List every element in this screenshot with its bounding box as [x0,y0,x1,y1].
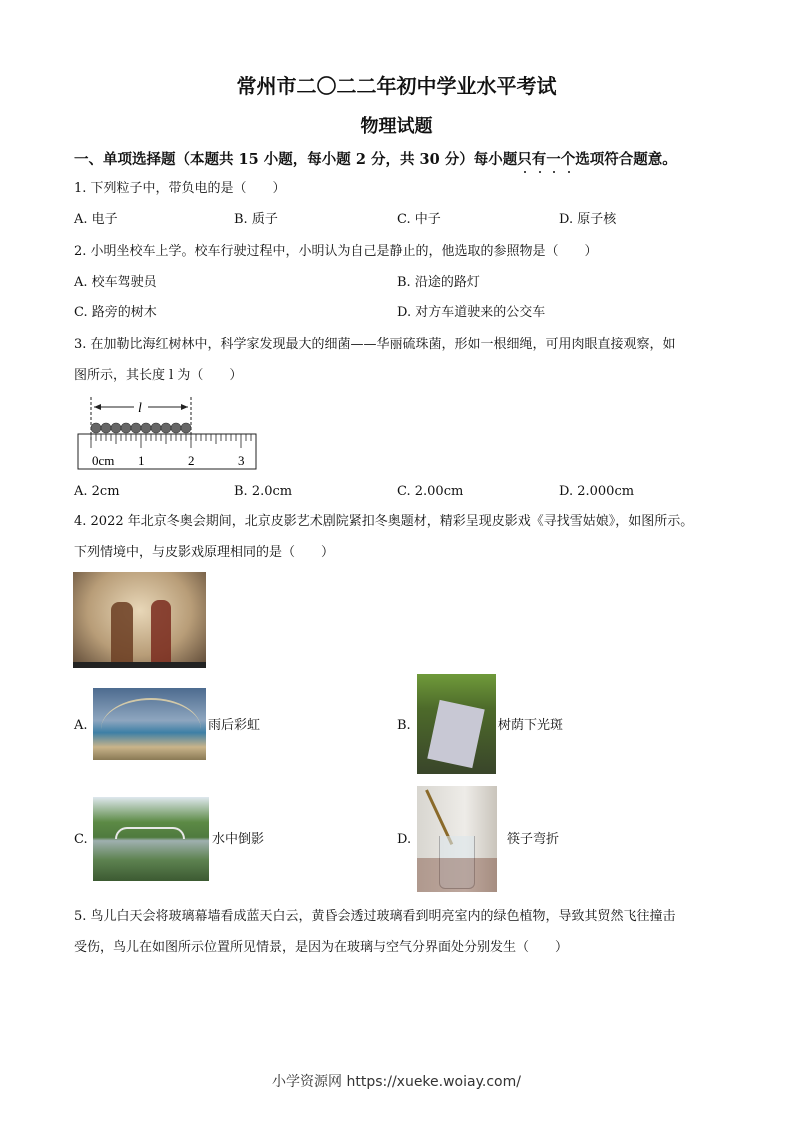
length-label: l [138,401,142,416]
q1-option-b: B. 质子 [234,212,278,227]
ruler-tick-label: 2 [188,453,195,468]
q4-stem-line2: 下列情境中，与皮影戏原理相同的是（ ） [74,545,335,560]
tree-shade-light-spots-photo [417,674,496,774]
q5-stem-line2: 受伤，鸟儿在如图所示位置所见情景，是因为在玻璃与空气分界面处分别发生（ ） [74,940,569,955]
q3-option-c: C. 2.00cm [397,484,464,499]
q3-option-d: D. 2.000cm [559,484,635,499]
exam-title: 常州市二〇二二年初中学业水平考试 [236,74,557,98]
q4-option-d-label: 筷子弯折 [507,832,560,847]
q1-stem: 1. 下列粒子中，带负电的是（ ） [74,181,286,196]
q5-stem-line1: 5. 鸟儿白天会将玻璃幕墙看成蓝天白云，黄昏会透过玻璃看到明亮室内的绿色植物，导致其贸然飞往撞击 [74,909,676,924]
emphasis-char: 个 [560,151,576,168]
ruler-tick-label: 0cm [92,453,115,468]
section-heading-text: 一、单项选择题（本题共 15 小题，每小题 2 分，共 30 分）每小题 [74,151,518,168]
q4-option-a-letter: A. [74,718,88,733]
section-heading [74,148,677,169]
emphasis-char: 一 [546,151,561,168]
q2-option-d: D. 对方车道驶来的公交车 [397,305,546,320]
q4-option-c-label: 水中倒影 [212,832,265,847]
q4-option-d-letter: D. [397,832,412,847]
rainbow-photo [93,688,206,760]
water-reflection-photo [93,797,209,881]
q2-option-a: A. 校车驾驶员 [74,275,157,290]
q3-option-a: A. 2cm [74,484,120,499]
page-footer: 小学资源网 https://xueke.woiay.com/ [272,1074,521,1090]
ruler-figure [74,395,260,473]
q4-option-b-label: 树荫下光斑 [498,718,564,733]
emphasis-char: 有 [531,151,547,168]
q3-stem-line2: 图所示，其长度 l 为（ ） [74,368,243,383]
emphasis-char: 只 [517,151,532,168]
q1-option-c: C. 中子 [397,212,441,227]
q3-option-b: B. 2.0cm [234,484,293,499]
q4-option-c-letter: C. [74,832,88,847]
q4-option-a-label: 雨后彩虹 [208,718,261,733]
exam-subtitle: 物理试题 [360,116,433,137]
q2-option-b: B. 沿途的路灯 [397,275,480,290]
section-heading-text: 选项符合题意。 [575,151,677,168]
ruler-tick-label: 1 [138,453,145,468]
q2-stem: 2. 小明坐校车上学。校车行驶过程中，小明认为自己是静止的，他选取的参照物是（ ） [74,244,598,259]
bent-chopstick-photo [417,786,497,892]
ruler-tick-label: 3 [238,453,245,468]
shadow-puppet-photo [73,572,206,668]
q3-stem-line1: 3. 在加勒比海红树林中，科学家发现最大的细菌——华丽硫珠菌，形如一根细绳，可用肉眼直接观察，如 [74,337,676,352]
q4-option-b-letter: B. [397,718,411,733]
q2-option-c: C. 路旁的树木 [74,305,157,320]
q1-option-a: A. 电子 [74,212,118,227]
q4-stem-line1: 4. 2022 年北京冬奥会期间，北京皮影艺术剧院紧扣冬奥题材，精彩呈现皮影戏《寻找雪姑娘》，如图所示。 [74,514,694,529]
q1-option-d: D. 原子核 [559,212,617,227]
